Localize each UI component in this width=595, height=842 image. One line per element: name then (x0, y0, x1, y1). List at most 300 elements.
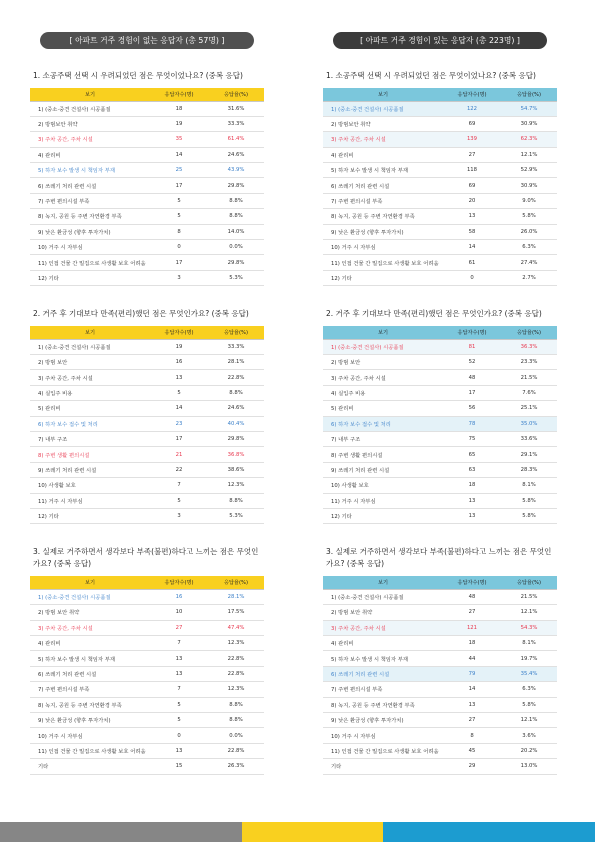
table-row (30, 224, 264, 239)
row-count: 79 (443, 666, 501, 681)
table-row (30, 589, 264, 604)
row-count: 7 (150, 636, 208, 651)
row-label: 8) 주변 생활 편의시설 (323, 447, 443, 462)
table-row (30, 432, 264, 447)
row-label: 11) 거주 시 자부심 (323, 493, 443, 508)
row-count: 14 (443, 240, 501, 255)
row-percent: 28.1% (208, 355, 264, 370)
table-row (323, 147, 557, 162)
row-count: 13 (443, 209, 501, 224)
table-row (323, 416, 557, 431)
row-count: 122 (443, 101, 501, 116)
table-row (30, 493, 264, 508)
row-percent: 43.9% (208, 163, 264, 178)
row-percent: 36.8% (208, 447, 264, 462)
row-label: 10) 사생활 보호 (30, 478, 150, 493)
row-count: 5 (150, 713, 208, 728)
row-percent: 12.3% (208, 682, 264, 697)
table-header-row (323, 88, 557, 101)
table-row (30, 416, 264, 431)
row-count: 48 (443, 589, 501, 604)
row-percent: 31.6% (208, 101, 264, 116)
row-percent: 6.3% (501, 682, 557, 697)
row-label: 3) 주차 공간, 주차 시설 (323, 370, 443, 385)
row-label: 12) 기타 (323, 508, 443, 523)
row-label: 6) 쓰레기 처리 관련 시설 (323, 178, 443, 193)
row-label: 10) 거주 시 자부심 (323, 728, 443, 743)
label-header: 보기 (30, 326, 150, 339)
row-label: 8) 주변 생활 편의시설 (30, 447, 150, 462)
question-title: 2. 거주 후 기대보다 만족(편리)했던 점은 무엇인가요? (중복 응답) (33, 309, 249, 319)
row-count: 5 (150, 193, 208, 208)
row-label: 9) 낮은 환금성 (향후 투자가치) (323, 224, 443, 239)
row-percent: 26.3% (208, 759, 264, 774)
row-percent: 33.3% (208, 116, 264, 131)
row-label: 9) 낮은 환금성 (향후 투자가치) (30, 224, 150, 239)
row-count: 27 (150, 620, 208, 635)
row-count: 21 (150, 447, 208, 462)
row-percent: 25.1% (501, 401, 557, 416)
table-row (30, 270, 264, 285)
row-label: 7) 주변 편의시설 부족 (323, 682, 443, 697)
row-label: 9) 낮은 환금성 (향후 투자가치) (323, 713, 443, 728)
row-label: 12) 기타 (30, 270, 150, 285)
row-percent: 52.9% (501, 163, 557, 178)
footer-segment-gray (0, 822, 242, 842)
row-percent: 5.8% (501, 697, 557, 712)
table-row (323, 370, 557, 385)
row-label: 7) 내부 구조 (30, 432, 150, 447)
row-label: 9) 쓰레기 처리 관련 시설 (323, 462, 443, 477)
table-row (323, 101, 557, 116)
table-row (30, 355, 264, 370)
row-label: 6) 하자 보수 접수 및 처리 (323, 416, 443, 431)
pct-header: 응답율(%) (208, 88, 264, 101)
row-count: 17 (150, 255, 208, 270)
row-percent: 29.1% (501, 447, 557, 462)
row-percent: 20.2% (501, 743, 557, 758)
column-header: [ 아파트 거주 경험이 있는 응답자 (총 223명) ] (333, 32, 547, 49)
row-label: 6) 쓰레기 처리 관련 시설 (30, 178, 150, 193)
row-label: 5) 하자 보수 발생 시 책임자 부재 (323, 163, 443, 178)
table-header-row (323, 576, 557, 589)
table-header-row (323, 326, 557, 339)
table-row (30, 132, 264, 147)
row-count: 13 (150, 370, 208, 385)
row-label: 3) 주차 공간, 주차 시설 (30, 132, 150, 147)
row-count: 25 (150, 163, 208, 178)
row-percent: 33.6% (501, 432, 557, 447)
table-row (30, 713, 264, 728)
table-row (30, 508, 264, 523)
row-percent: 61.4% (208, 132, 264, 147)
row-count: 121 (443, 620, 501, 635)
row-percent: 54.3% (501, 620, 557, 635)
row-label: 2) 방범 보안 취약 (30, 605, 150, 620)
row-count: 22 (150, 462, 208, 477)
row-label: 기타 (323, 759, 443, 774)
label-header: 보기 (323, 88, 443, 101)
table-header-row (30, 326, 264, 339)
row-label: 11) 인접 건물 간 밀집으로 사생활 보호 어려움 (30, 255, 150, 270)
table-row (323, 432, 557, 447)
pct-header: 응답율(%) (501, 88, 557, 101)
table-row (30, 370, 264, 385)
results-table (30, 88, 264, 286)
row-percent: 38.6% (208, 462, 264, 477)
count-header: 응답자수(명) (443, 88, 501, 101)
row-count: 0 (150, 240, 208, 255)
row-label: 2) 방범 보안 (30, 355, 150, 370)
row-count: 13 (150, 666, 208, 681)
row-count: 69 (443, 116, 501, 131)
row-label: 7) 주변 편의시설 부족 (30, 682, 150, 697)
row-percent: 22.8% (208, 666, 264, 681)
results-table (323, 576, 557, 774)
row-label: 11) 거주 시 자부심 (30, 493, 150, 508)
table-header-row (30, 576, 264, 589)
pct-header: 응답율(%) (208, 326, 264, 339)
row-count: 5 (150, 493, 208, 508)
pct-header: 응답율(%) (208, 576, 264, 589)
table-row (30, 682, 264, 697)
row-percent: 5.3% (208, 270, 264, 285)
table-row (30, 116, 264, 131)
row-count: 29 (443, 759, 501, 774)
table-row (30, 605, 264, 620)
row-percent: 24.6% (208, 401, 264, 416)
table-row (323, 401, 557, 416)
row-count: 17 (150, 178, 208, 193)
row-count: 23 (150, 416, 208, 431)
row-label: 2) 방범보안 취약 (30, 116, 150, 131)
row-count: 18 (150, 101, 208, 116)
row-count: 78 (443, 416, 501, 431)
label-header: 보기 (323, 576, 443, 589)
row-label: 3) 주차 공간, 주차 시설 (323, 132, 443, 147)
row-count: 16 (150, 355, 208, 370)
row-count: 15 (150, 759, 208, 774)
row-percent: 22.8% (208, 743, 264, 758)
count-header: 응답자수(명) (150, 326, 208, 339)
row-count: 139 (443, 132, 501, 147)
row-label: 4) 관리비 (30, 636, 150, 651)
row-percent: 30.9% (501, 178, 557, 193)
table-row (323, 493, 557, 508)
table-row (323, 355, 557, 370)
row-label: 1) (중소·중견 건설사) 시공품질 (30, 589, 150, 604)
row-label: 1) (중소·중견 건설사) 시공품질 (30, 339, 150, 354)
results-table (30, 576, 264, 774)
row-count: 3 (150, 270, 208, 285)
row-percent: 5.8% (501, 508, 557, 523)
row-count: 19 (150, 116, 208, 131)
row-count: 10 (150, 605, 208, 620)
row-percent: 12.1% (501, 713, 557, 728)
row-label: 5) 관리비 (30, 401, 150, 416)
row-label: 8) 녹지, 공원 등 주변 자연환경 부족 (30, 697, 150, 712)
row-count: 0 (150, 728, 208, 743)
row-count: 14 (443, 682, 501, 697)
row-count: 48 (443, 370, 501, 385)
table-row (30, 385, 264, 400)
row-label: 3) 주차 공간, 주차 시설 (30, 370, 150, 385)
question-title: 2. 거주 후 기대보다 만족(편리)했던 점은 무엇인가요? (중복 응답) (326, 309, 542, 319)
row-count: 44 (443, 651, 501, 666)
table-row (30, 163, 264, 178)
row-count: 13 (150, 651, 208, 666)
row-label: 1) (중소·중견 건설사) 시공품질 (323, 589, 443, 604)
row-percent: 33.3% (208, 339, 264, 354)
row-count: 8 (150, 224, 208, 239)
table-row (30, 193, 264, 208)
row-label: 1) (중소·중견 건설사) 시공품질 (30, 101, 150, 116)
count-header: 응답자수(명) (150, 576, 208, 589)
count-header: 응답자수(명) (443, 576, 501, 589)
row-percent: 14.0% (208, 224, 264, 239)
row-percent: 29.8% (208, 178, 264, 193)
table-row (323, 209, 557, 224)
row-percent: 24.6% (208, 147, 264, 162)
row-percent: 28.1% (208, 589, 264, 604)
column-header: [ 아파트 거주 경험이 없는 응답자 (총 57명) ] (40, 32, 254, 49)
row-count: 81 (443, 339, 501, 354)
row-count: 18 (443, 478, 501, 493)
table-row (323, 163, 557, 178)
label-header: 보기 (323, 326, 443, 339)
table-row (323, 240, 557, 255)
table-row (30, 401, 264, 416)
row-count: 18 (443, 636, 501, 651)
row-label: 6) 하자 보수 접수 및 처리 (30, 416, 150, 431)
table-row (323, 116, 557, 131)
row-label: 11) 인접 건물 간 밀집으로 사생활 보호 어려움 (323, 743, 443, 758)
table-row (30, 462, 264, 477)
table-row (323, 508, 557, 523)
row-count: 63 (443, 462, 501, 477)
row-label: 3) 주차 공간, 주차 시설 (30, 620, 150, 635)
row-percent: 35.4% (501, 666, 557, 681)
row-percent: 36.3% (501, 339, 557, 354)
table-row (30, 743, 264, 758)
column-apartment-experience (323, 32, 557, 775)
row-label: 1) (중소·중견 건설사) 시공품질 (323, 339, 443, 354)
row-label: 6) 쓰레기 처리 관련 시설 (30, 666, 150, 681)
row-percent: 8.1% (501, 636, 557, 651)
row-percent: 22.8% (208, 651, 264, 666)
row-count: 3 (150, 508, 208, 523)
count-header: 응답자수(명) (150, 88, 208, 101)
table-row (323, 339, 557, 354)
row-percent: 28.3% (501, 462, 557, 477)
row-count: 118 (443, 163, 501, 178)
table-row (323, 224, 557, 239)
row-percent: 23.3% (501, 355, 557, 370)
row-count: 17 (443, 385, 501, 400)
table-row (30, 759, 264, 774)
row-label: 3) 주차 공간, 주차 시설 (323, 620, 443, 635)
row-percent: 12.3% (208, 478, 264, 493)
row-percent: 8.8% (208, 713, 264, 728)
row-count: 17 (150, 432, 208, 447)
row-label: 9) 낮은 환금성 (향후 투자가치) (30, 713, 150, 728)
row-percent: 3.6% (501, 728, 557, 743)
row-label: 기타 (30, 759, 150, 774)
table-row (30, 240, 264, 255)
table-row (30, 101, 264, 116)
row-label: 5) 하자 보수 발생 시 책임자 부재 (323, 651, 443, 666)
table-row (323, 697, 557, 712)
table-row (30, 147, 264, 162)
row-label: 7) 주변 편의시설 부족 (323, 193, 443, 208)
table-row (323, 728, 557, 743)
row-count: 65 (443, 447, 501, 462)
row-count: 13 (443, 493, 501, 508)
row-count: 58 (443, 224, 501, 239)
row-label: 8) 녹지, 공원 등 주변 자연환경 부족 (323, 697, 443, 712)
table-row (323, 743, 557, 758)
row-count: 61 (443, 255, 501, 270)
row-label: 8) 녹지, 공원 등 주변 자연환경 부족 (323, 209, 443, 224)
row-label: 5) 하자 보수 발생 시 책임자 부재 (30, 163, 150, 178)
question-title: 3. 실제로 거주하면서 생각보다 부족(불편)하다고 느끼는 점은 무엇인가요? (중복 응답) (326, 547, 552, 569)
row-label: 5) 관리비 (323, 401, 443, 416)
table-row (30, 666, 264, 681)
row-percent: 0.0% (208, 728, 264, 743)
row-percent: 12.1% (501, 147, 557, 162)
row-label: 8) 녹지, 공원 등 주변 자연환경 부족 (30, 209, 150, 224)
row-count: 5 (150, 209, 208, 224)
row-percent: 35.0% (501, 416, 557, 431)
label-header: 보기 (30, 88, 150, 101)
row-label: 2) 방범보안 취약 (323, 116, 443, 131)
row-percent: 54.7% (501, 101, 557, 116)
row-percent: 12.3% (208, 636, 264, 651)
row-count: 27 (443, 713, 501, 728)
table-row (30, 620, 264, 635)
row-percent: 5.8% (501, 493, 557, 508)
row-percent: 8.8% (208, 193, 264, 208)
row-percent: 12.1% (501, 605, 557, 620)
row-percent: 7.6% (501, 385, 557, 400)
row-percent: 29.8% (208, 255, 264, 270)
row-count: 13 (150, 743, 208, 758)
row-count: 8 (443, 728, 501, 743)
row-count: 7 (150, 478, 208, 493)
row-percent: 2.7% (501, 270, 557, 285)
table-row (323, 620, 557, 635)
row-count: 14 (150, 147, 208, 162)
row-count: 75 (443, 432, 501, 447)
results-table (323, 326, 557, 524)
row-percent: 21.5% (501, 370, 557, 385)
footer-segment-blue (383, 822, 595, 842)
row-label: 6) 쓰레기 처리 관련 시설 (323, 666, 443, 681)
row-percent: 8.8% (208, 493, 264, 508)
row-label: 11) 인접 건물 간 밀집으로 사생활 보호 어려움 (323, 255, 443, 270)
count-header: 응답자수(명) (443, 326, 501, 339)
table-row (323, 132, 557, 147)
row-count: 52 (443, 355, 501, 370)
table-row (323, 666, 557, 681)
table-row (30, 178, 264, 193)
row-label: 11) 인접 건물 간 밀집으로 사생활 보호 어려움 (30, 743, 150, 758)
row-percent: 29.8% (208, 432, 264, 447)
row-count: 19 (150, 339, 208, 354)
row-count: 45 (443, 743, 501, 758)
table-row (323, 447, 557, 462)
row-percent: 13.0% (501, 759, 557, 774)
row-percent: 27.4% (501, 255, 557, 270)
row-label: 4) 관리비 (323, 636, 443, 651)
row-count: 27 (443, 605, 501, 620)
table-row (30, 478, 264, 493)
row-label: 12) 기타 (323, 270, 443, 285)
row-label: 4) 실입주 비용 (30, 385, 150, 400)
label-header: 보기 (30, 576, 150, 589)
row-label: 10) 거주 시 자부심 (323, 240, 443, 255)
table-row (30, 697, 264, 712)
row-percent: 30.9% (501, 116, 557, 131)
row-percent: 47.4% (208, 620, 264, 635)
row-percent: 40.4% (208, 416, 264, 431)
row-count: 0 (443, 270, 501, 285)
row-label: 10) 거주 시 자부심 (30, 240, 150, 255)
row-count: 69 (443, 178, 501, 193)
row-label: 12) 기타 (30, 508, 150, 523)
row-percent: 0.0% (208, 240, 264, 255)
row-label: 4) 관리비 (323, 147, 443, 162)
pct-header: 응답율(%) (501, 576, 557, 589)
row-count: 56 (443, 401, 501, 416)
question-title: 1. 소공주택 선택 시 우려되었던 점은 무엇이었나요? (중복 응답) (326, 71, 536, 80)
pct-header: 응답율(%) (501, 326, 557, 339)
table-row (323, 478, 557, 493)
row-count: 14 (150, 401, 208, 416)
table-row (30, 209, 264, 224)
question-title: 1. 소공주택 선택 시 우려되었던 점은 무엇이었나요? (중복 응답) (33, 71, 243, 80)
row-percent: 8.8% (208, 697, 264, 712)
results-table (30, 326, 264, 524)
row-label: 4) 관리비 (30, 147, 150, 162)
row-count: 16 (150, 589, 208, 604)
table-row (323, 713, 557, 728)
row-label: 10) 거주 시 자부심 (30, 728, 150, 743)
row-percent: 17.5% (208, 605, 264, 620)
row-percent: 22.8% (208, 370, 264, 385)
footer-segment-yellow (242, 822, 383, 842)
row-percent: 9.0% (501, 193, 557, 208)
results-table (323, 88, 557, 286)
row-percent: 62.3% (501, 132, 557, 147)
row-label: 5) 하자 보수 발생 시 책임자 부재 (30, 651, 150, 666)
row-percent: 5.3% (208, 508, 264, 523)
table-header-row (30, 88, 264, 101)
row-count: 13 (443, 508, 501, 523)
row-percent: 6.3% (501, 240, 557, 255)
table-row (30, 339, 264, 354)
table-row (323, 759, 557, 774)
row-count: 20 (443, 193, 501, 208)
footer-color-bar (0, 822, 595, 842)
table-row (323, 636, 557, 651)
table-row (323, 385, 557, 400)
row-percent: 8.8% (208, 209, 264, 224)
row-label: 9) 쓰레기 처리 관련 시설 (30, 462, 150, 477)
table-row (30, 447, 264, 462)
row-label: 7) 주변 편의시설 부족 (30, 193, 150, 208)
row-count: 27 (443, 147, 501, 162)
